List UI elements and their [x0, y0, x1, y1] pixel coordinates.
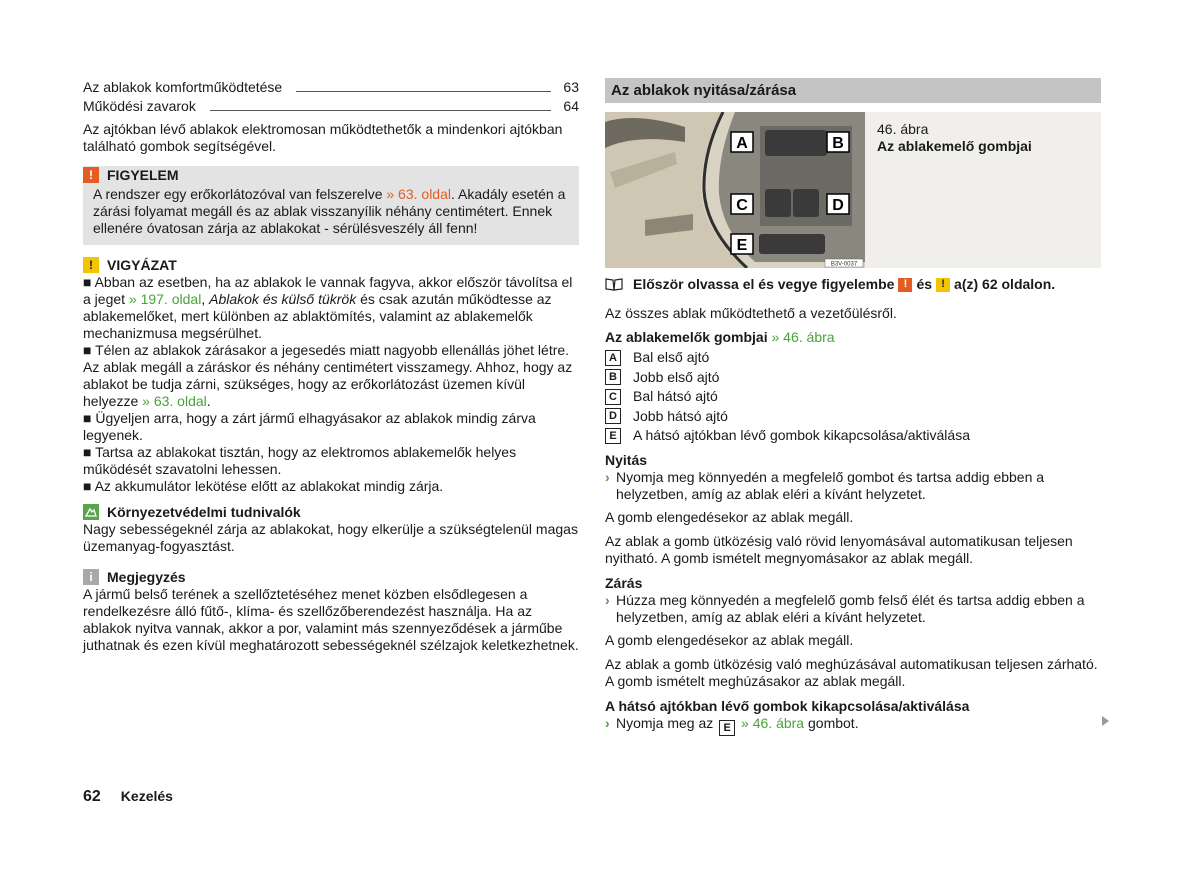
warning-icon: ! [83, 167, 99, 183]
switch-d [793, 189, 819, 217]
list-item [605, 387, 1101, 407]
intro-text: Az ajtókban lévő ablakok elektromosan működtethetők a mindenkori ajtókban található gombok segítségével. [83, 121, 563, 154]
toc-row[interactable] [83, 96, 579, 115]
list-item [605, 426, 1101, 446]
caution-title: VIGYÁZAT [107, 256, 177, 273]
open-paragraph-2: Az ablak a gomb ütközésig való rövid lenyomásával automatikusan teljesen nyitható. A gomb ismételt megnyomásakor az ablak megáll. [605, 533, 1073, 566]
callout-c: C [736, 197, 748, 214]
environment-block [83, 503, 579, 555]
figure-label: 46. ábra [877, 121, 929, 137]
key-label: A [605, 350, 621, 366]
caution-block [83, 256, 579, 495]
key-description: Jobb hátsó ajtó [633, 407, 728, 424]
section-title: Az ablakok nyitása/zárása [605, 78, 1101, 103]
key-label: D [605, 408, 621, 424]
list-item [605, 368, 1101, 388]
key-description: Bal hátsó ajtó [633, 388, 718, 405]
figure-link[interactable]: » 46. ábra [741, 715, 805, 731]
warning-box [83, 166, 579, 245]
note-title: Megjegyzés [107, 568, 186, 585]
window-switch-figure [605, 112, 865, 268]
page-link[interactable]: » 63. oldal [142, 393, 207, 409]
toc-item-text: Működési zavarok [83, 98, 196, 114]
note-block [83, 568, 579, 654]
caution-bullet [83, 342, 579, 410]
page-number: 62 [83, 788, 101, 805]
toc-row[interactable] [83, 77, 579, 96]
key-description: A hátsó ajtókban lévő gombok kikapcsolása/aktiválása [633, 427, 970, 444]
rear-step-line [616, 715, 859, 736]
figure-caption [877, 121, 1097, 155]
continue-arrow-icon [1102, 716, 1109, 726]
warning-header [83, 166, 579, 184]
caution-icon: ! [83, 257, 99, 273]
info-icon: i [83, 569, 99, 585]
callout-e: E [736, 237, 748, 254]
read-first-text: Először olvassa el és vegye figyelembe [633, 276, 895, 292]
key-label: E [719, 720, 735, 736]
figure-title: Az ablakemelő gombjai [877, 138, 1032, 154]
note-text: A jármű belső terének a szellőztetéséhez menet közben elsődlegesen a rendelkezésre álló fűtő-, klíma- és szellőzőberendezést használja. Ha az ablakok nyitva vannak, akkor a por, valamint más szennyeződések a járműbe juthatnak és ezen kívül meghatározott sebességeknél szélzajok keletkezhetnek. [83, 586, 579, 653]
close-step-text: Húzza meg könnyedén a megfelelő gomb felső élét és tartsa addig ebben a helyzetben, amíg az ablak eléri a kívánt helyzetet. [616, 592, 1085, 625]
step-arrow-icon: › [605, 715, 610, 731]
warning-page-link[interactable]: » 63. oldal [386, 186, 451, 202]
environment-icon [83, 504, 99, 520]
page-link[interactable]: » 197. oldal [128, 291, 202, 307]
bullet-text: . [206, 393, 211, 409]
toc [83, 77, 579, 115]
caution-bullet: ■ Ügyeljen arra, hogy a zárt jármű elhagyásakor az ablakok mindig zárva legyenek. [83, 410, 536, 443]
caution-icon: ! [936, 278, 950, 292]
button-list [605, 348, 1101, 446]
rear-step [605, 715, 1101, 736]
callout-a: A [736, 135, 748, 152]
figure-code: B3V-0037 [830, 261, 858, 268]
switch-b [793, 130, 827, 156]
toc-leader-line [210, 110, 551, 111]
figure-link[interactable]: » 46. ábra [771, 329, 835, 345]
read-first-rest: a(z) 62 oldalon. [954, 276, 1056, 292]
figure-area [605, 112, 1101, 268]
environment-text: Nagy sebességeknél zárja az ablakokat, hogy elkerülje a szükségtelenül magas üzemanyag-fogyasztást. [83, 521, 578, 554]
rear-heading: A hátsó ajtókban lévő gombok kikapcsolása/aktiválása [605, 698, 970, 714]
warning-text-rest: . Akadály esetén a zárási folyamat megáll és az ablak visszanyílik néhány centimétert. Ennek ellenére óvatosan zárja az ablakokat - sérülésveszély áll fenn! [93, 186, 566, 236]
warning-icon: ! [898, 278, 912, 292]
caution-bullet [83, 274, 579, 342]
toc-page-number: 64 [563, 98, 579, 114]
key-description: Bal első ajtó [633, 349, 710, 366]
key-label: E [605, 428, 621, 444]
callout-b: B [832, 135, 844, 152]
warning-title: FIGYELEM [107, 166, 179, 183]
switch-e [759, 234, 825, 254]
toc-leader-line [296, 91, 551, 92]
bullet-text: , [201, 291, 210, 307]
warning-text: A rendszer egy erőkorlátozóval van felszerelve [93, 186, 387, 202]
open-step-text: Nyomja meg könnyedén a megfelelő gombot és tartsa addig ebben a helyzetben, amíg az ablak eléri a kívánt helyzetet. [616, 469, 1045, 502]
toc-page-number: 63 [563, 79, 579, 95]
key-description: Jobb első ajtó [633, 368, 720, 385]
read-first-and: és [916, 276, 933, 292]
buttons-heading [605, 329, 1101, 346]
caution-header [83, 256, 579, 274]
list-item [605, 407, 1101, 427]
close-heading: Zárás [605, 575, 643, 591]
reference-title: Ablakok és külső tükrök [209, 291, 357, 307]
close-step [605, 592, 1101, 626]
environment-header [83, 503, 579, 521]
close-paragraph-1: A gomb elengedésekor az ablak megáll. [605, 632, 854, 648]
bullet-text: ■ Télen az ablakok zárásakor a jegesedés miatt nagyobb ellenállás jöhet létre. Az ablak megáll a záráskor és néhány centimétert visszamegy. Ahhoz, hogy az ablakot be tudja zárni, szükséges, hogy az erőkorlátozást üzemen kívül helyezze [83, 342, 573, 409]
open-heading: Nyitás [605, 452, 648, 468]
buttons-heading-text: Az ablakemelők gombjai [605, 329, 768, 345]
warning-body [83, 184, 579, 237]
chapter-name: Kezelés [120, 788, 173, 804]
rear-step-text: Nyomja meg az [616, 715, 714, 731]
caution-bullet: ■ Az akkumulátor lekötése előtt az ablakokat mindig zárja. [83, 478, 444, 494]
key-label: C [605, 389, 621, 405]
callout-d: D [832, 197, 844, 214]
note-header [83, 568, 579, 586]
read-first-notice [605, 276, 1101, 293]
page-footer [83, 788, 173, 805]
switch-c [765, 189, 791, 217]
all-windows-text: Az összes ablak működtethető a vezetőülésről. [605, 305, 897, 321]
step-arrow-icon: › [605, 469, 610, 485]
key-label: B [605, 369, 621, 385]
list-item [605, 348, 1101, 368]
bullet-text: ■ Abban az esetben, ha az ablakok le vannak fagyva, akkor először távolítsa el a jeget [83, 274, 573, 307]
bullet-text: és csak azután működtesse az ablakemelőket, mert különben az ablaktömítés, valamint az ablakemelők mechanizmusa megsérülhet. [83, 291, 552, 341]
environment-title: Környezetvédelmi tudnivalók [107, 503, 301, 520]
open-step [605, 469, 1101, 503]
toc-item-text: Az ablakok komfortműködtetése [83, 79, 283, 95]
book-icon [605, 278, 623, 291]
step-arrow-icon: › [605, 592, 610, 608]
open-paragraph-1: A gomb elengedésekor az ablak megáll. [605, 509, 854, 525]
rear-step-text-end: gombot. [808, 715, 859, 731]
close-paragraph-2: Az ablak a gomb ütközésig való meghúzásával automatikusan teljesen zárható. A gomb ismételt meghúzásakor az ablak megáll. [605, 656, 1098, 689]
caution-bullet: ■ Tartsa az ablakokat tisztán, hogy az elektromos ablakemelők helyes működését szavatolni lehessen. [83, 444, 517, 477]
